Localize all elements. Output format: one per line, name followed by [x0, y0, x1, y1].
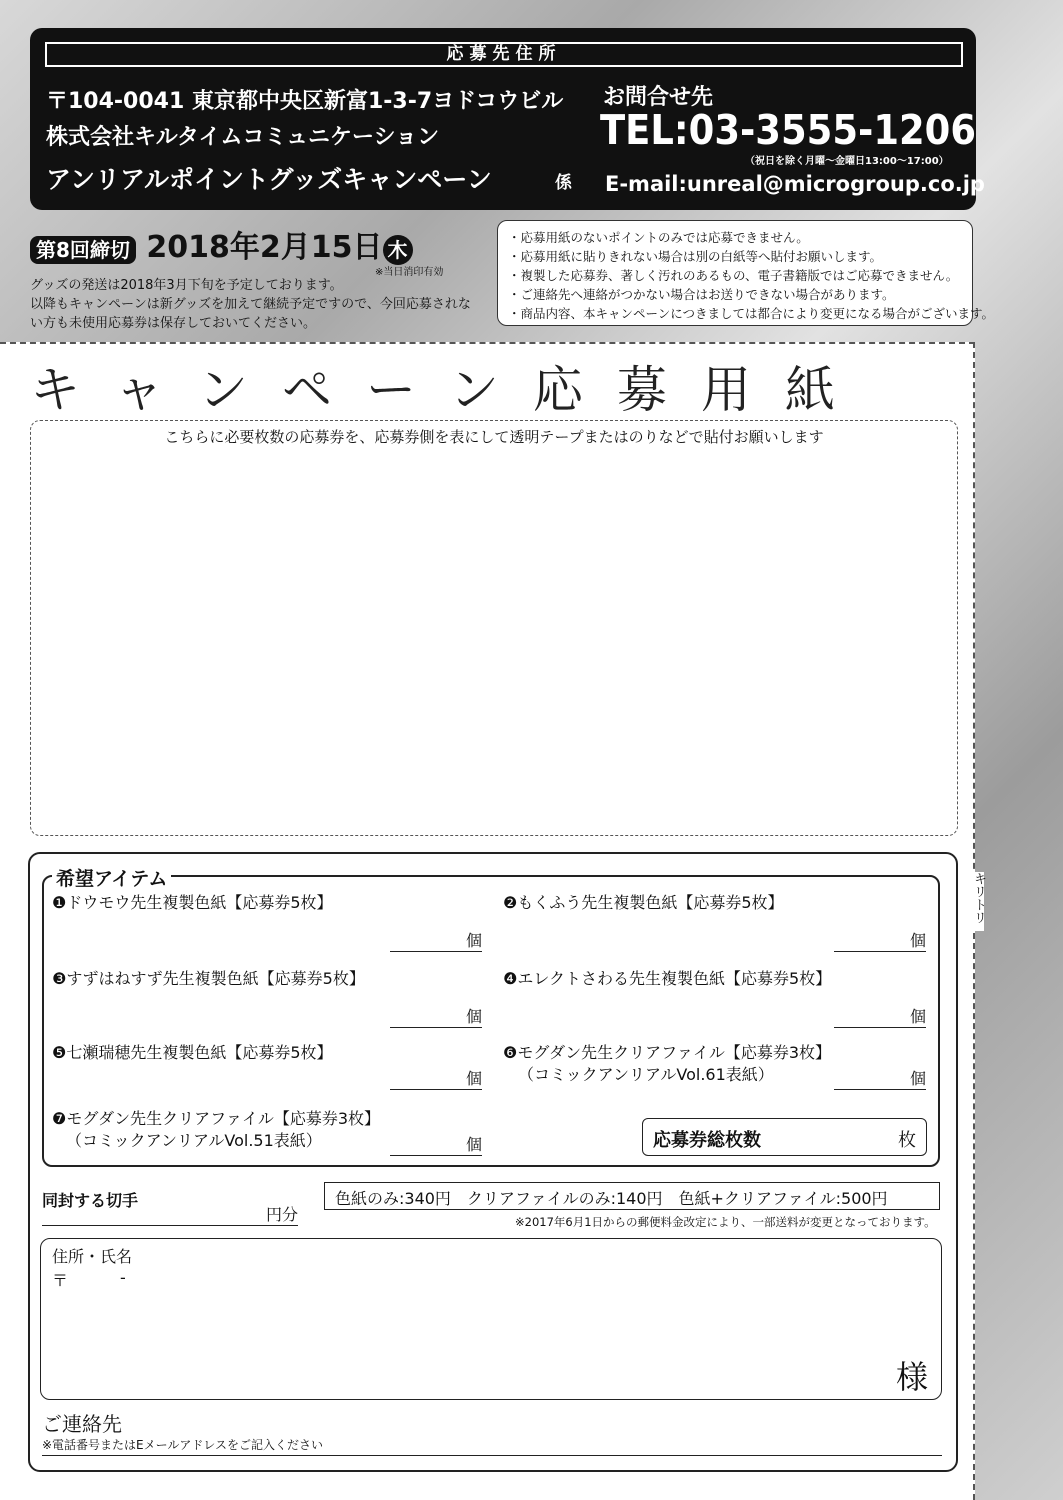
rule: ・応募用紙に貼りきれない場合は別の白紙等へ貼付お願いします。 [508, 249, 883, 264]
email: E-mail:unreal@microgroup.co.jp [605, 172, 985, 196]
total-unit: 枚 [898, 1130, 916, 1151]
company-name: 株式会社キルタイムコミュニケーション [46, 125, 440, 150]
rules-box [497, 220, 995, 326]
items-heading: 希望アイテム [52, 864, 171, 891]
shipping-note: グッズの発送は2018年3月下旬を予定しております。 [30, 278, 343, 293]
item-label: ❼モグダン先生クリアファイル【応募券3枚】 [52, 1109, 381, 1128]
price-box: 色紙のみ:340円 クリアファイルのみ:140円 色紙+クリアファイル:500円 [324, 1182, 940, 1210]
postal-mark: 〒 [52, 1271, 69, 1290]
address-name-field[interactable] [40, 1238, 942, 1400]
honorific: 様 [896, 1358, 929, 1396]
contact-label: お問合せ先 [603, 85, 714, 110]
item-qty-field[interactable]: 個 [390, 1066, 482, 1090]
tel: TEL:03-3555-1206 [600, 106, 977, 154]
cut-label [968, 872, 984, 931]
item-qty-field[interactable]: 個 [390, 1132, 482, 1156]
form-title: キャンペーン応募用紙 [30, 361, 869, 419]
item-label: ❻モグダン先生クリアファイル【応募券3枚】 [503, 1043, 832, 1062]
item-qty-field[interactable]: 個 [834, 1004, 926, 1028]
postmark-note: ※当日消印有効 [375, 267, 444, 278]
rule: ・商品内容、本キャンペーンにつきましては都合により変更になる場合がございます。 [508, 306, 995, 321]
address-line: 〒104-0041 東京都中央区新富1-3-7ヨドコウビル [46, 89, 564, 114]
item-label: ❸すずはねすず先生複製色紙【応募券5枚】 [52, 969, 365, 988]
stamp-field[interactable]: 円分 [42, 1202, 298, 1226]
item-label: ❹エレクトさわる先生複製色紙【応募券5枚】 [503, 969, 832, 988]
contact-label: ご連絡先 [42, 1412, 122, 1436]
item-sub: （コミックアンリアルVol.61表紙） [518, 1065, 774, 1084]
total-tickets-field[interactable] [642, 1118, 927, 1156]
item-qty-field[interactable]: 個 [834, 1066, 926, 1090]
rule: ・複製した応募券、著しく汚れのあるもの、電子書籍版ではご応募できません。 [508, 268, 959, 283]
section-label: 応募先住所 [45, 42, 963, 67]
total-label: 応募券総枚数 [653, 1130, 761, 1151]
item-label: ❶ドウモウ先生複製色紙【応募券5枚】 [52, 893, 333, 912]
address-label: 住所・氏名 [52, 1247, 133, 1266]
cut-text: キリトリ [971, 872, 986, 924]
rule: ・ご連絡先へ連絡がつかない場合はお送りできない場合があります。 [508, 287, 895, 302]
hours: （祝日を除く月曜～金曜日13:00～17:00） [745, 156, 949, 167]
item-qty-field[interactable]: 個 [390, 928, 482, 952]
kakari: 係 [555, 173, 572, 193]
item-qty-field[interactable]: 個 [834, 928, 926, 952]
contact-field[interactable] [42, 1436, 942, 1456]
weekday-badge: 木 [383, 235, 413, 265]
deadline-date: 2018年2月15日 [146, 230, 383, 265]
deadline-tag: 第8回締切 [30, 236, 136, 264]
campaign-dept: アンリアルポイントグッズキャンペーン [46, 165, 492, 194]
item-label: ❺七瀬瑞穂先生複製色紙【応募券5枚】 [52, 1043, 333, 1062]
item-label: ❷もくふう先生複製色紙【応募券5枚】 [503, 893, 784, 912]
rule: ・応募用紙のないポイントのみでは応募できません。 [508, 230, 809, 245]
price-note: ※2017年6月1日からの郵便料金改定により、一部送料が変更となっております。 [515, 1215, 936, 1229]
postal-dash: - [120, 1268, 126, 1287]
item-sub: （コミックアンリアルVol.51表紙） [66, 1131, 322, 1150]
keep-note-2: い方も未使用応募券は保存しておいてください。 [30, 316, 317, 331]
item-qty-field[interactable]: 個 [390, 1004, 482, 1028]
paste-caption: こちらに必要枚数の応募券を、応募券側を表にして透明テープまたはのりなどで貼付お願いします [164, 428, 824, 446]
contact-note: ※電話番号またはEメールアドレスをご記入ください [42, 1438, 324, 1452]
keep-note: 以降もキャンペーンは新グッズを加えて継続予定ですので、今回応募されな [30, 297, 471, 312]
deadline [30, 222, 413, 266]
stamp-label: 同封する切手 [42, 1191, 139, 1210]
ticket-paste-area[interactable] [30, 420, 958, 836]
